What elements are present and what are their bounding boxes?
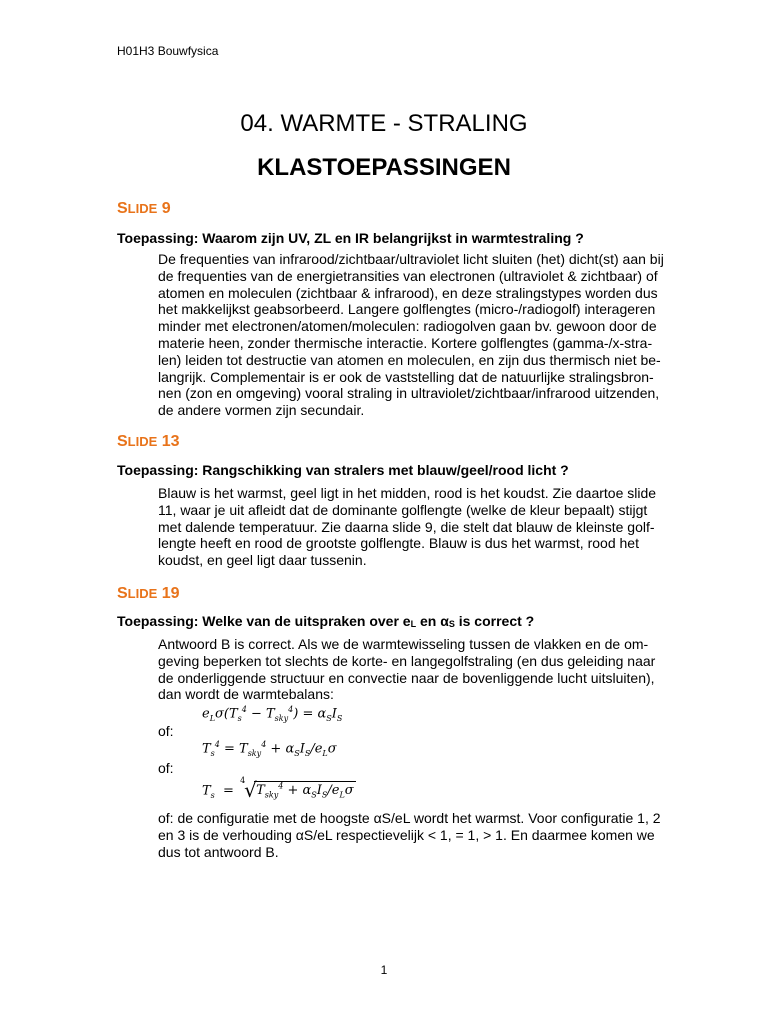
answer-slide-19: [158, 636, 658, 703]
of-label: of:: [158, 760, 174, 776]
text-line: materie heen, zonder thermische interactie. Kortere golflengtes (gamma-/x-stra-: [158, 334, 653, 351]
text-line: het makkelijkst geabsorbeerd. Langere golflengtes (micro-/radiogolf) interageren: [158, 301, 656, 318]
text-line: len) leiden tot destructie van atomen en moleculen, en zijn dus thermisch niet be-: [158, 351, 661, 368]
text-line: de andere vormen zijn secundair.: [158, 402, 365, 419]
of-label: of:: [158, 723, 174, 739]
equation-heat-balance: $e_L\sigma(T_s^4 - T_{sky}^4) = \alpha_SI_S$: [202, 705, 343, 723]
text-line: de onderliggende structuur en convectie naar de bovenliggende lucht uitsluiten),: [158, 669, 655, 686]
document-title: 04. WARMTE - STRALING: [240, 110, 528, 137]
text-line: de frequenties van de energietransities van electronen (ultraviolet & zichtbaar) of: [158, 267, 658, 284]
text-line: Blauw is het warmst, geel ligt in het midden, rood is het koudst. Zie daartoe slide: [158, 485, 657, 501]
text-line: langrijk. Complementair is er ook de vaststelling dat de natuurlijke stralingsbron-: [158, 368, 654, 385]
text-line: atomen en moleculen (zichtbaar & infrarood), en deze stralingstypes worden dus: [158, 284, 658, 301]
document-subtitle: KLASTOEPASSINGEN: [257, 154, 511, 181]
text-line: nen (zon en omgeving) vooral straling in ultraviolet/zichtbaar/infrarood uitzenden,: [158, 385, 660, 402]
slide-heading-9: SLIDE 9: [117, 200, 171, 217]
text-line: De frequenties van infrarood/zichtbaar/ultraviolet licht sluiten (het) dicht(st) aan bij: [158, 251, 664, 267]
text-line: lengte heeft en rood de grootste golflengte. Blauw is dus het warmst, rood het: [158, 535, 639, 552]
answer-slide-9: [158, 251, 664, 419]
equation-ts-root: $T_s$ = 4 √ $T_{sky}^4 + \alpha_SI_S/e_L\sigma$: [202, 776, 354, 802]
question-slide-9: Toepassing: Waarom zijn UV, ZL en IR belangrijkst in warmtestraling ?: [117, 230, 584, 246]
text-line: en 3 is de verhouding αS/eL respectievelijk < 1, = 1, > 1. En daarmee komen we: [158, 826, 655, 843]
text-line: met dalende temperatuur. Zie daarna slide 9, die stelt dat blauw de kleinste golf-: [158, 518, 655, 535]
text-line: dan wordt de warmtebalans:: [158, 686, 334, 703]
text-line: geving beperken tot slechts de korte- en langegolfstraling (en dus geleiding naar: [158, 652, 656, 669]
text-line: 11, waar je uit afleidt dat de dominante golflengte (welke de kleur bepaalt) stijgt: [158, 501, 648, 518]
question-slide-13: Toepassing: Rangschikking van stralers met blauw/geel/rood licht ?: [117, 462, 569, 478]
text-line: Antwoord B is correct. Als we de warmtewisseling tussen de vlakken en de om-: [158, 636, 649, 652]
equation-ts4: $T_s^4 = T_{sky}^4 + \alpha_SI_S/e_L\sigma$: [202, 740, 337, 758]
text-line: minder met electronen/atomen/moleculen: radiogolven gaan bv. gewoon door de: [158, 318, 657, 335]
answer-slide-13: [158, 485, 658, 569]
document-header: H01H3 Bouwfysica: [117, 44, 219, 58]
slide-heading-19: SLIDE 19: [117, 585, 180, 602]
question-slide-19: Toepassing: Welke van de uitspraken over $e_L$ en $\alpha_S$ is correct ?: [117, 613, 535, 629]
page-number: 1: [380, 963, 388, 977]
text-line: koudst, en geel ligt daar tussenin.: [158, 552, 367, 569]
text-line: of: de configuratie met de hoogste αS/eL wordt het warmst. Voor configuratie 1, 2: [158, 810, 661, 826]
conclusion-slide-19: [158, 810, 668, 860]
text-line: dus tot antwoord B.: [158, 843, 279, 860]
slide-heading-13: SLIDE 13: [117, 433, 180, 450]
